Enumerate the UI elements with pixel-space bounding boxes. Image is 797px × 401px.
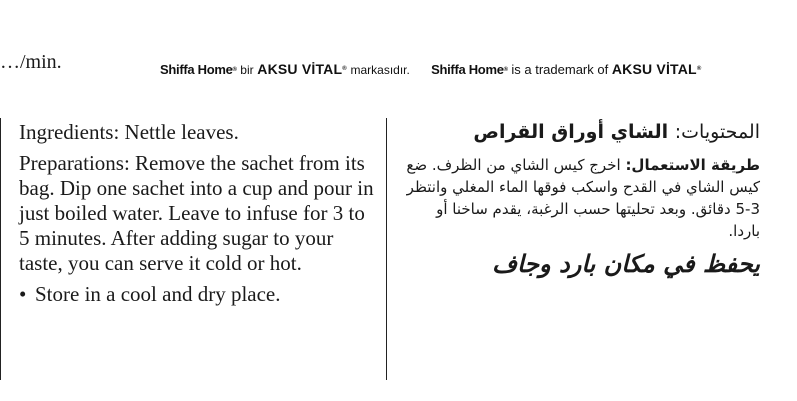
trademark-line [160, 60, 701, 79]
storage-text: Store in a cool and dry place. [35, 282, 281, 306]
arabic-contents [400, 118, 760, 146]
bullet-icon: • [19, 282, 27, 306]
arabic-storage-text: يحفظ في مكان بارد وجاف [492, 250, 760, 278]
left-border-rule [0, 118, 1, 380]
preparations-text: Preparations: Remove the sachet from its bag. Dip one sachet into a cup and pour in just boiled water. Leave to infuse for 3 to 5 minutes. After adding sugar to your taste, you can serve it cold or hot. [19, 151, 374, 275]
arabic-usage-label: طريقة الاستعمال: [625, 156, 760, 174]
column-divider-rule [386, 118, 387, 380]
arabic-contents-value: الشاي أوراق القراص [473, 121, 669, 143]
ingredients-text: Ingredients: Nettle leaves. [19, 120, 239, 144]
text-markasidir: markasıdır. [350, 63, 410, 77]
arabic-usage-text: اخرج كيس الشاي من الظرف. ضع كيس الشاي في القدح واسكب فوقها الماء المغلي وانتظر 3-5 دقائق. وبعد تحليتها حسب الرغبة، يقدم ساخنا أو باردا. [406, 156, 760, 240]
text-is-a-trademark-of: is a trademark of [511, 62, 609, 77]
arabic-contents-label: المحتويات: [674, 121, 760, 143]
storage-bullet-item [19, 282, 379, 307]
text-bir: bir [240, 63, 254, 77]
arabic-usage [400, 154, 760, 242]
brand-logo-aksu-vital: AKSU VİTAL® [257, 61, 347, 77]
brand-logo-aksu-vital-2: AKSU VİTAL® [611, 61, 702, 77]
english-column [19, 120, 379, 307]
cut-off-text-fragment: …/min. [0, 51, 62, 73]
brand-logo-shiffa-home: Shiffa Home® [160, 62, 237, 77]
brand-logo-shiffa-home-2: Shiffa Home® [431, 62, 508, 77]
arabic-column [400, 118, 760, 280]
